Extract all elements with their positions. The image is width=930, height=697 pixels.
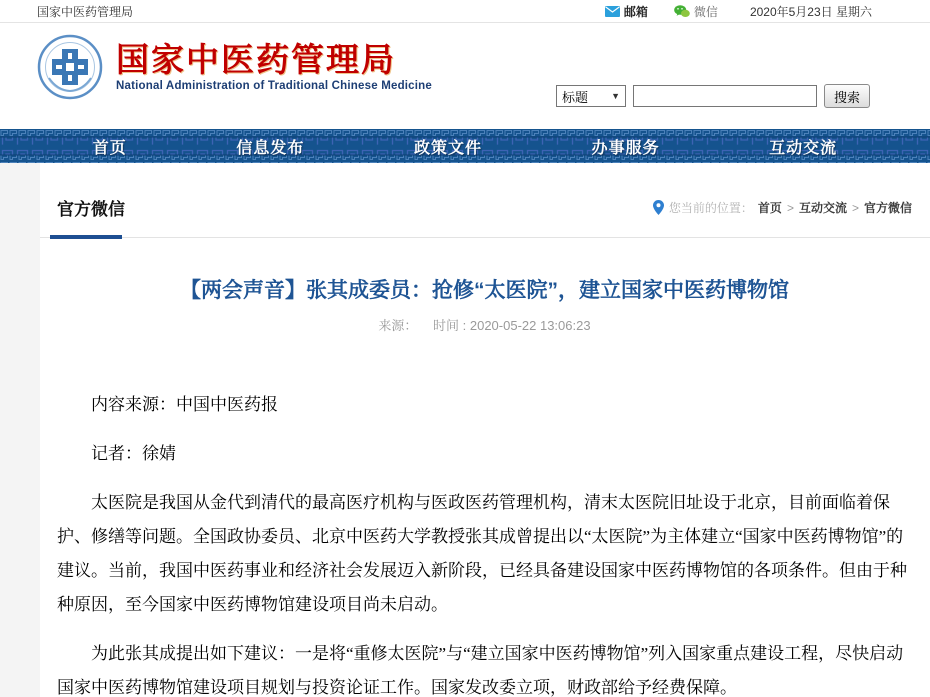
section-divider <box>57 235 912 240</box>
paragraph-reporter: 记者：徐婧 <box>91 444 176 463</box>
breadcrumb-separator: > <box>851 200 859 215</box>
search-bar <box>556 84 870 108</box>
nav-item-info-release[interactable]: 信息发布 <box>236 139 305 157</box>
paragraph-body-1: 太医院是我国从金代到清代的最高医疗机构与医政医药管理机构，清末太医院旧址设于北京，目前面临着保护、修缮等问题。全国政协委员、北京中医药大学教授张其成曾提出以“太医院”为主体建立“国家中医药博物馆”的建议。当前，我国中医药事业和经济社会发展迈入新阶段，已经具备建设国家中医药博物馆的各项条件。但由于种种原因，至今国家中医药博物馆建设项目尚未启动。 <box>57 493 907 614</box>
wechat-icon <box>674 5 690 18</box>
search-category-select[interactable] <box>556 85 626 107</box>
search-button[interactable]: 搜索 <box>824 84 870 108</box>
brand-text <box>116 42 432 92</box>
search-input[interactable] <box>633 85 817 107</box>
current-date: 2020年5月23日 星期六 <box>749 4 872 19</box>
divider-blue-accent <box>50 235 122 239</box>
top-utility-bar <box>0 0 930 23</box>
breadcrumb-official-wechat[interactable]: 官方微信 <box>863 201 912 215</box>
location-pin-icon <box>653 200 664 215</box>
site-name: 国家中医药管理局 <box>37 4 134 19</box>
nav-item-policy-documents[interactable]: 政策文件 <box>413 139 482 157</box>
nav-list <box>0 129 930 163</box>
utility-links <box>605 3 872 20</box>
article-source: 来源： <box>378 318 418 333</box>
section-head <box>57 163 912 220</box>
mail-label: 邮箱 <box>623 4 648 19</box>
nav-item-interaction[interactable]: 互动交流 <box>769 139 838 157</box>
mail-icon <box>605 6 620 17</box>
tab-official-wechat[interactable]: 官方微信 <box>57 200 125 219</box>
site-header <box>0 23 930 129</box>
wechat-label: 微信 <box>693 4 718 19</box>
breadcrumb-home[interactable]: 首页 <box>757 201 782 215</box>
paragraph-content-source: 内容来源：中国中医药报 <box>91 395 278 414</box>
wechat-link[interactable] <box>674 3 718 20</box>
nav-item-services[interactable]: 办事服务 <box>591 139 660 157</box>
article-body <box>57 388 912 697</box>
main-content-area <box>0 163 930 697</box>
divider-gray-line <box>40 237 930 238</box>
article-title: 【两会声音】张其成委员：抢修“太医院”，建立国家中医药博物馆 <box>180 279 789 302</box>
content-card <box>40 163 930 697</box>
breadcrumb <box>653 199 912 216</box>
article-time: 时间 : 2020-05-22 13:06:23 <box>433 318 591 333</box>
search-category-value: 标题 <box>561 89 588 105</box>
breadcrumb-separator: > <box>786 200 794 215</box>
paragraph-body-2: 为此张其成提出如下建议：一是将“重修太医院”与“建立国家中医药博物馆”列入国家重点建设工程，尽快启动国家中医药博物馆建设项目规划与投资论证工作。国家发改委立项，财政部给予经费保障。 <box>57 644 904 697</box>
article-meta <box>57 315 912 334</box>
breadcrumb-interaction[interactable]: 互动交流 <box>798 201 847 215</box>
breadcrumb-label: 您当前的位置： <box>668 201 753 215</box>
chevron-down-icon: ▼ <box>611 91 620 101</box>
org-name-en: National Administration of Traditional Chinese Medicine <box>116 80 432 93</box>
mail-link[interactable] <box>605 3 648 20</box>
main-nav <box>0 129 930 163</box>
nav-item-home[interactable]: 首页 <box>92 139 127 157</box>
org-name-cn: 国家中医药管理局 <box>116 40 396 78</box>
natcm-emblem-icon <box>37 34 103 100</box>
brand-logo-block[interactable] <box>37 34 432 100</box>
